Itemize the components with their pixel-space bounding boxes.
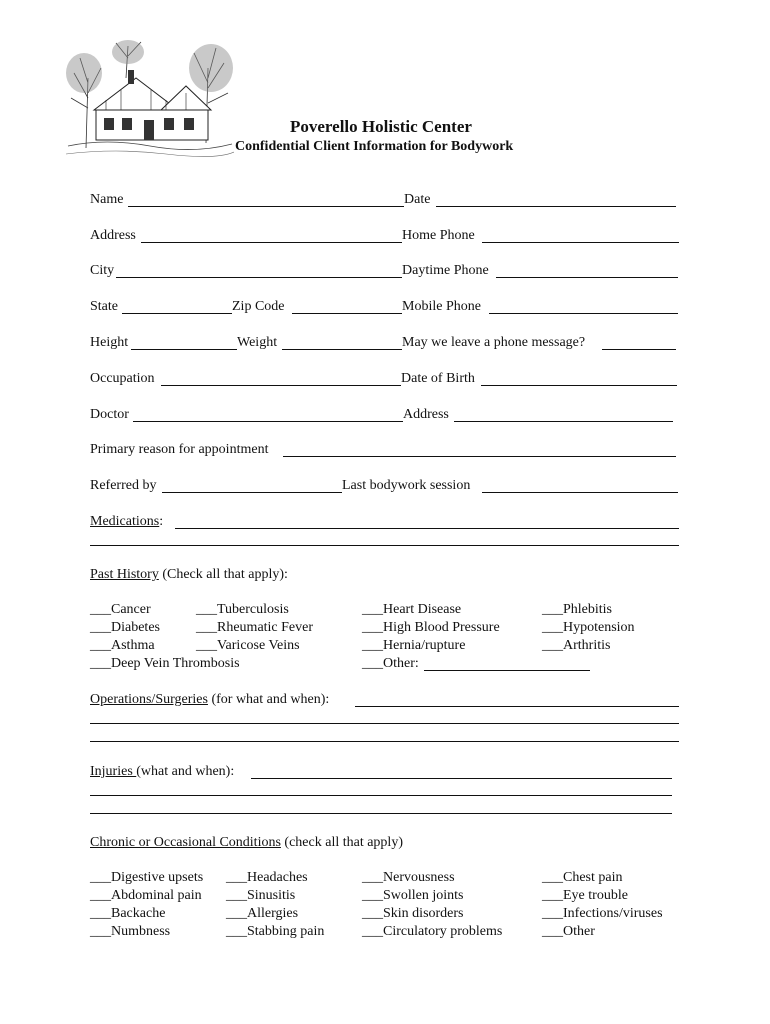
past-history-item[interactable]: ___Phlebitis [542,602,613,617]
phone-message-field[interactable] [602,349,676,350]
phone-message-label: May we leave a phone message? [402,335,586,350]
condition-item[interactable]: ___Circulatory problems [362,924,503,939]
doctor-field[interactable] [133,421,403,422]
condition-item[interactable]: ___Allergies [226,906,299,921]
condition-item[interactable]: ___Skin disorders [362,906,464,921]
condition-item[interactable]: ___Infections/viruses [542,906,663,921]
last-session-label: Last bodywork session [342,478,471,493]
condition-item[interactable]: ___Chest pain [542,870,623,885]
condition-item[interactable]: ___Sinusitis [226,888,296,903]
other-history-field[interactable] [424,670,590,671]
name-label: Name [90,192,124,207]
condition-item[interactable]: ___Headaches [226,870,308,885]
home-phone-field[interactable] [482,242,679,243]
page-title: Poverello Holistic Center [290,117,472,136]
condition-item[interactable]: ___Eye trouble [542,888,628,903]
occupation-label: Occupation [90,371,155,386]
home-phone-label: Home Phone [402,228,475,243]
past-history-item[interactable]: ___Asthma [90,638,155,653]
past-history-heading: Past History (Check all that apply): [90,567,288,582]
primary-reason-label: Primary reason for appointment [90,442,269,457]
primary-reason-field[interactable] [283,456,676,457]
height-field[interactable] [131,349,237,350]
condition-item[interactable]: ___Nervousness [362,870,455,885]
injuries-heading: Injuries (what and when): [90,764,235,779]
condition-item[interactable]: ___Numbness [90,924,171,939]
condition-item[interactable]: ___Stabbing pain [226,924,325,939]
house-illustration-logo [66,38,234,160]
mobile-phone-label: Mobile Phone [402,299,481,314]
date-field[interactable] [436,206,676,207]
past-history-item[interactable]: ___Varicose Veins [196,638,300,653]
name-field[interactable] [128,206,404,207]
referred-by-field[interactable] [162,492,342,493]
daytime-phone-label: Daytime Phone [402,263,489,278]
conditions-heading: Chronic or Occasional Conditions (check all that apply) [90,835,403,850]
past-history-item[interactable]: ___Rheumatic Fever [196,620,314,635]
condition-item[interactable]: ___Other [542,924,595,939]
medications-field[interactable] [175,528,679,529]
past-history-item[interactable]: ___Hernia/rupture [362,638,466,653]
condition-item[interactable]: ___Swollen joints [362,888,464,903]
past-history-item[interactable]: ___Hypotension [542,620,635,635]
past-history-item[interactable]: ___Tuberculosis [196,602,289,617]
operations-heading: Operations/Surgeries (for what and when): [90,692,330,707]
dob-label: Date of Birth [401,371,475,386]
medications-field-2[interactable] [90,545,679,546]
zip-label: Zip Code [232,299,285,314]
past-history-item[interactable]: ___Diabetes [90,620,160,635]
doctor-address-field[interactable] [454,421,673,422]
condition-item[interactable]: ___Backache [90,906,166,921]
doctor-address-label: Address [403,407,449,422]
address-label: Address [90,228,136,243]
state-label: State [90,299,118,314]
operations-field-3[interactable] [90,741,679,742]
medications-heading: Medications: [90,514,164,529]
past-history-item[interactable]: ___Deep Vein Thrombosis [90,656,240,671]
city-label: City [90,263,115,278]
daytime-phone-field[interactable] [496,277,678,278]
page-subtitle: Confidential Client Information for Bodywork [235,139,514,154]
weight-label: Weight [237,335,278,350]
occupation-field[interactable] [161,385,401,386]
operations-field[interactable] [355,706,679,707]
weight-field[interactable] [282,349,402,350]
injuries-field-2[interactable] [90,795,672,796]
city-field[interactable] [116,277,402,278]
height-label: Height [90,335,129,350]
injuries-field[interactable] [251,778,672,779]
past-history-item[interactable]: ___Cancer [90,602,151,617]
injuries-field-3[interactable] [90,813,672,814]
past-history-item[interactable]: ___Arthritis [542,638,611,653]
condition-item[interactable]: ___Digestive upsets [90,870,204,885]
zip-field[interactable] [292,313,402,314]
referred-by-label: Referred by [90,478,157,493]
past-history-item[interactable]: ___High Blood Pressure [362,620,500,635]
dob-field[interactable] [481,385,677,386]
past-history-item[interactable]: ___Other: [362,656,419,671]
operations-field-2[interactable] [90,723,679,724]
state-field[interactable] [122,313,232,314]
date-label: Date [404,192,431,207]
last-session-field[interactable] [482,492,678,493]
doctor-label: Doctor [90,407,129,422]
condition-item[interactable]: ___Abdominal pain [90,888,202,903]
address-field[interactable] [141,242,402,243]
mobile-phone-field[interactable] [489,313,678,314]
past-history-item[interactable]: ___Heart Disease [362,602,462,617]
